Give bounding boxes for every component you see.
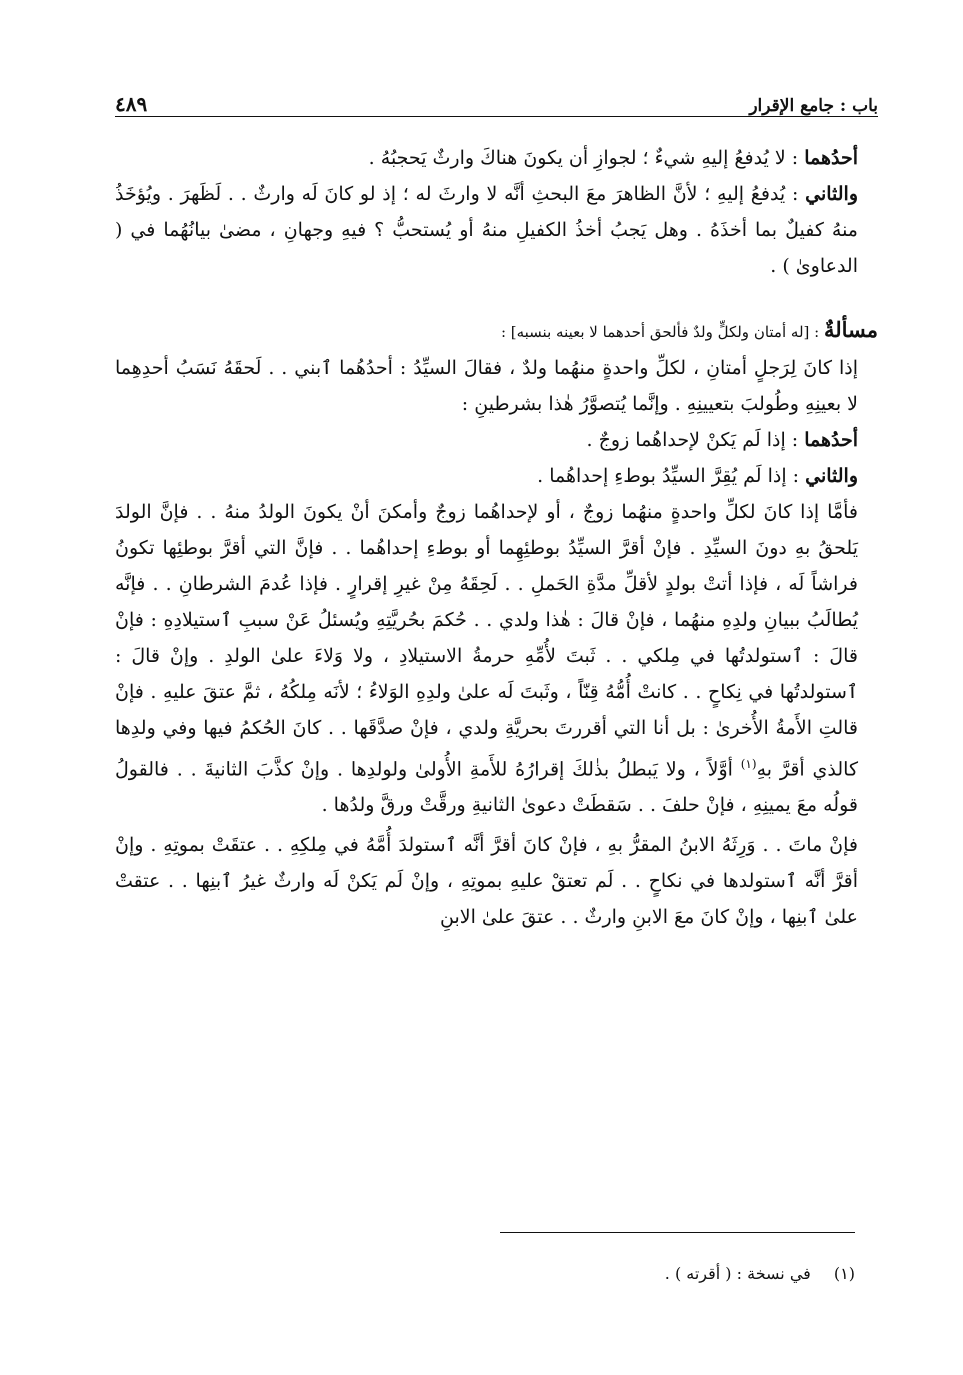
footnote-divider [500, 1232, 855, 1233]
death-text: فإنْ ماتَ . . وَرِثَهُ الابنُ المقرُّ بهِ ، فإنْ كانَ أقرَّ أنَّه ٱستولدَ أُمَّهُ في مِلكِهِ . . عتقَتْ بموتِهِ . وإنْ أقرَّ أنَّه ٱستولدها في نكاحٍ . . لَم تعتقْ عليهِ بموتِهِ ، وإنْ لَم يَكنْ لَه وارثٌ غيرُ ٱبنِها . . عتقتْ علىٰ ٱبنِها ، وإنْ كانَ معَ الابنِ وارثٌ . . عتقَ علىٰ الابنِ [115, 834, 858, 929]
second-text: : يُدفعُ إليهِ ؛ لأنَّ الظاهرَ معَ البحثِ أنَّه لا وارثَ له ؛ إذ لو كانَ لَه وارثٌ . . لَظَهرَ . ويُؤخَذُ منهُ كفيلٌ بما أخذَهُ . وهل يَجبُ أخذُ الكفيلِ منهُ أو يُستحبُّ ؟ فيهِ وجهانِ ، مضىٰ بيانُهُما في ( الدعاوىٰ ) . [115, 183, 858, 277]
issue-heading [115, 312, 878, 350]
footnote-number: (١) [833, 1264, 855, 1283]
issue-description: : [له أمتان ولكلٍّ ولدٌ فألحق أحدهما لا بعينه بنسبه] : [500, 323, 824, 341]
first-label: أحدُهما [804, 147, 858, 169]
condition-two-text: : إذا لَم يُقِرَّ السيِّدُ بوطءِ إحداهُما . [537, 465, 806, 487]
footnote-marker: (١) [740, 757, 757, 771]
condition-one-text: : إذا لَم يَكنْ لإحداهُما زوجٌ . [586, 429, 805, 451]
condition-one-label: أحدُهما [804, 429, 858, 451]
issue-label: مسألةٌ [823, 317, 878, 342]
paragraph-two-slaves [115, 350, 878, 422]
paragraph-second-opinion [115, 176, 878, 284]
ruling-text-continued: أوَّلاً ، ولا يَبطلُ بذٰلكَ إقرارُهُ للأَمةِ الأُولىٰ ولولدِها . وإنْ كذَّبَ الثانيةَ . . فالقولُ قولُه معَ يمينِهِ ، فإنْ حلفَ . . سَقطَتْ دعوىٰ الثانيةِ ورقَّتْ ورقَّ ولدُها . [115, 758, 858, 817]
running-header [115, 86, 878, 117]
first-text: : لا يُدفعُ إليهِ شيءٌ ؛ لجوازِ أن يكونَ هناكَ وارثٌ يَحجبُهُ . [368, 147, 805, 169]
footnote-text: في نسخة : ( أقرته ) . [664, 1264, 811, 1283]
two-slaves-text: إذا كانَ لِرَجلٍ أمتانِ ، لكلِّ واحدةٍ منهُما ولدٌ ، فقالَ السيِّدُ : أحدُهُما ٱبني . . لَحقَهُ نَسَبُ أحدِهِما لا بعينِهِ وطُولبَ بتعيينِهِ . وإنَّما يُتصوَّرُ هٰذا بشرطينِ : [115, 357, 858, 415]
ruling-text: فأمَّا إذا كانَ لكلِّ واحدةٍ منهُما زوجٌ ، أو لإحداهُما زوجٌ وأمكنَ أنْ يكونَ الولدُ منهُ . . فإنَّ الولدَ يَلحقُ بهِ دونَ السيِّدِ . فإنْ أقرَّ السيِّدُ بوطئِهِما أو بوطءِ إحداهُما . . فإنَّ التي أقرَّ بوطئِها تكونُ فراشاً لَه ، فإذا أتتْ بولدٍ لأقلِّ مدَّةِ الحَملِ . . لَحِقَهُ مِنْ غيرِ إقرارٍ . فإذا عُدمَ الشرطانِ . . فإنَّه يُطالَبُ ببيانِ ولدِهِ منهُما ، فإنْ قالَ : هٰذا ولدي . . حُكمَ بحُريَّتِهِ ويُسئلُ عَنْ سببِ ٱستيلادِهِ : فإنْ قالَ : ٱستولدتُها في مِلكي . . ثَبتَ لأُمِّهِ حرمةُ الاستيلادِ ، ولا وَلاءَ علىٰ الولدِ . وإنْ قالَ : ٱستولدتُها في نِكاحٍ . . كانتْ أُمُّهُ قِنّاً ، وثَبتَ لَه علىٰ ولدِهِ الوَلاءُ ؛ لأنَه مِلكُهُ ، ثمَّ عتقَ عليهِ . فإنْ قالتِ الأَمةُ الأُخرىٰ : بل أنا التي أقررتَ بحريَّةِ ولدي ، فإنْ صدَّقَها . . كانَ الحُكمُ فيها وفي ولدِها كالذي أقرَّ بهِ [115, 501, 858, 781]
main-text [115, 140, 878, 935]
page-number: ٤٨٩ [115, 92, 148, 116]
footnote [115, 1264, 855, 1283]
chapter-title: باب : جامع الإقرار [749, 96, 878, 116]
second-label: والثاني [805, 183, 858, 205]
condition-two-label: والثاني [805, 465, 858, 487]
paragraph-first-opinion [115, 140, 878, 176]
paragraph-ruling [115, 494, 878, 823]
paragraph-condition-one [115, 422, 878, 458]
paragraph-condition-two [115, 458, 878, 494]
paragraph-death [115, 827, 878, 935]
